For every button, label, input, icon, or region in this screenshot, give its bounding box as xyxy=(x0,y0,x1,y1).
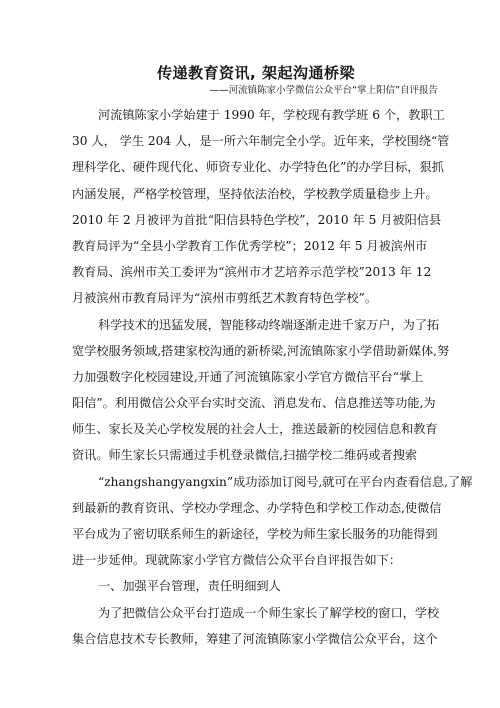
text-line: 教育局评为“全县小学教育工作优秀学校”；2012 年 5 月被滨州市 xyxy=(72,238,428,253)
section-heading-text: 一、加强平台管理，责任明细到人 xyxy=(98,579,281,594)
text-line: 师生、家长及关心学校发展的社会人士，推送最新的校园信息和教育 xyxy=(72,422,438,437)
text-line: 宽学校服务领域,搭建家校沟通的新桥梁,河流镇陈家小学借助新媒体,努 xyxy=(72,343,450,358)
text-line: 2010 年 2 月被评为首批“阳信县特色学校”，2010 年 5 月被阳信县 xyxy=(72,212,442,227)
text-line: 内涵发展，严格学校管理，坚持依法治校，学校教学质量稳步上升。 xyxy=(72,186,438,201)
text-line: 力加强数字化校园建设,开通了河流镇陈家小学官方微信平台“掌上 xyxy=(72,369,424,384)
text-line: 理科学化、硬件现代化、师资专业化、办学特色化”的办学目标，狠抓 xyxy=(72,160,444,175)
text-line: 资讯。师生家长只需通过手机登录微信,扫描学校二维码或者搜索 xyxy=(72,448,418,463)
document-subtitle: ——河流镇陈家小学微信公众平台“掌上阳信”自评报告 xyxy=(209,85,438,96)
section-heading xyxy=(72,573,434,599)
text-line: 河流镇陈家小学始建于 1990 年，学校现有教学班 6 个，教职工 xyxy=(98,108,445,122)
text-line: “zhangshangyangxin”成功添加订阅号,就可在平台内查看信息,了解 xyxy=(98,474,473,489)
paragraph-management xyxy=(72,600,440,652)
text-line: 进一步延伸。现就陈家小学官方微信公众平台自评报告如下： xyxy=(72,553,402,568)
text-line: 教育局、滨州市关工委评为“滨州市才艺培养示范学校”2013 年 12 xyxy=(72,265,432,280)
text-line: 集合信息技术专长教师，筹建了河流镇陈家小学微信公众平台，这个 xyxy=(72,631,438,646)
paragraph-wechat xyxy=(72,312,473,574)
text-line: 阳信”。利用微信公众平台实时交流、消息发布、信息推送等功能,为 xyxy=(72,396,436,411)
text-line: 平台成为了密切联系师生的新途径，学校为师生家长服务的功能得到 xyxy=(72,527,438,541)
text-line: 到最新的教育资讯、学校办学理念、办学特色和学校工作动态,使微信 xyxy=(72,500,442,515)
text-line: 科学技术的迅猛发展，智能移动终端逐渐走进千家万户，为了拓 xyxy=(98,317,440,332)
text-line: 30 人， 学生 204 人，是一所六年制完全小学。近年来，学校围绕“管 xyxy=(72,134,450,149)
text-line: 为了把微信公众平台打造成一个师生家长了解学校的窗口，学校 xyxy=(98,605,440,620)
document-title: 传递教育资讯, 架起沟通桥梁 xyxy=(157,64,355,82)
paragraph-intro xyxy=(72,102,450,312)
text-line: 月被滨州市教育局评为“滨州市剪纸艺术教育特色学校”。 xyxy=(72,291,377,306)
